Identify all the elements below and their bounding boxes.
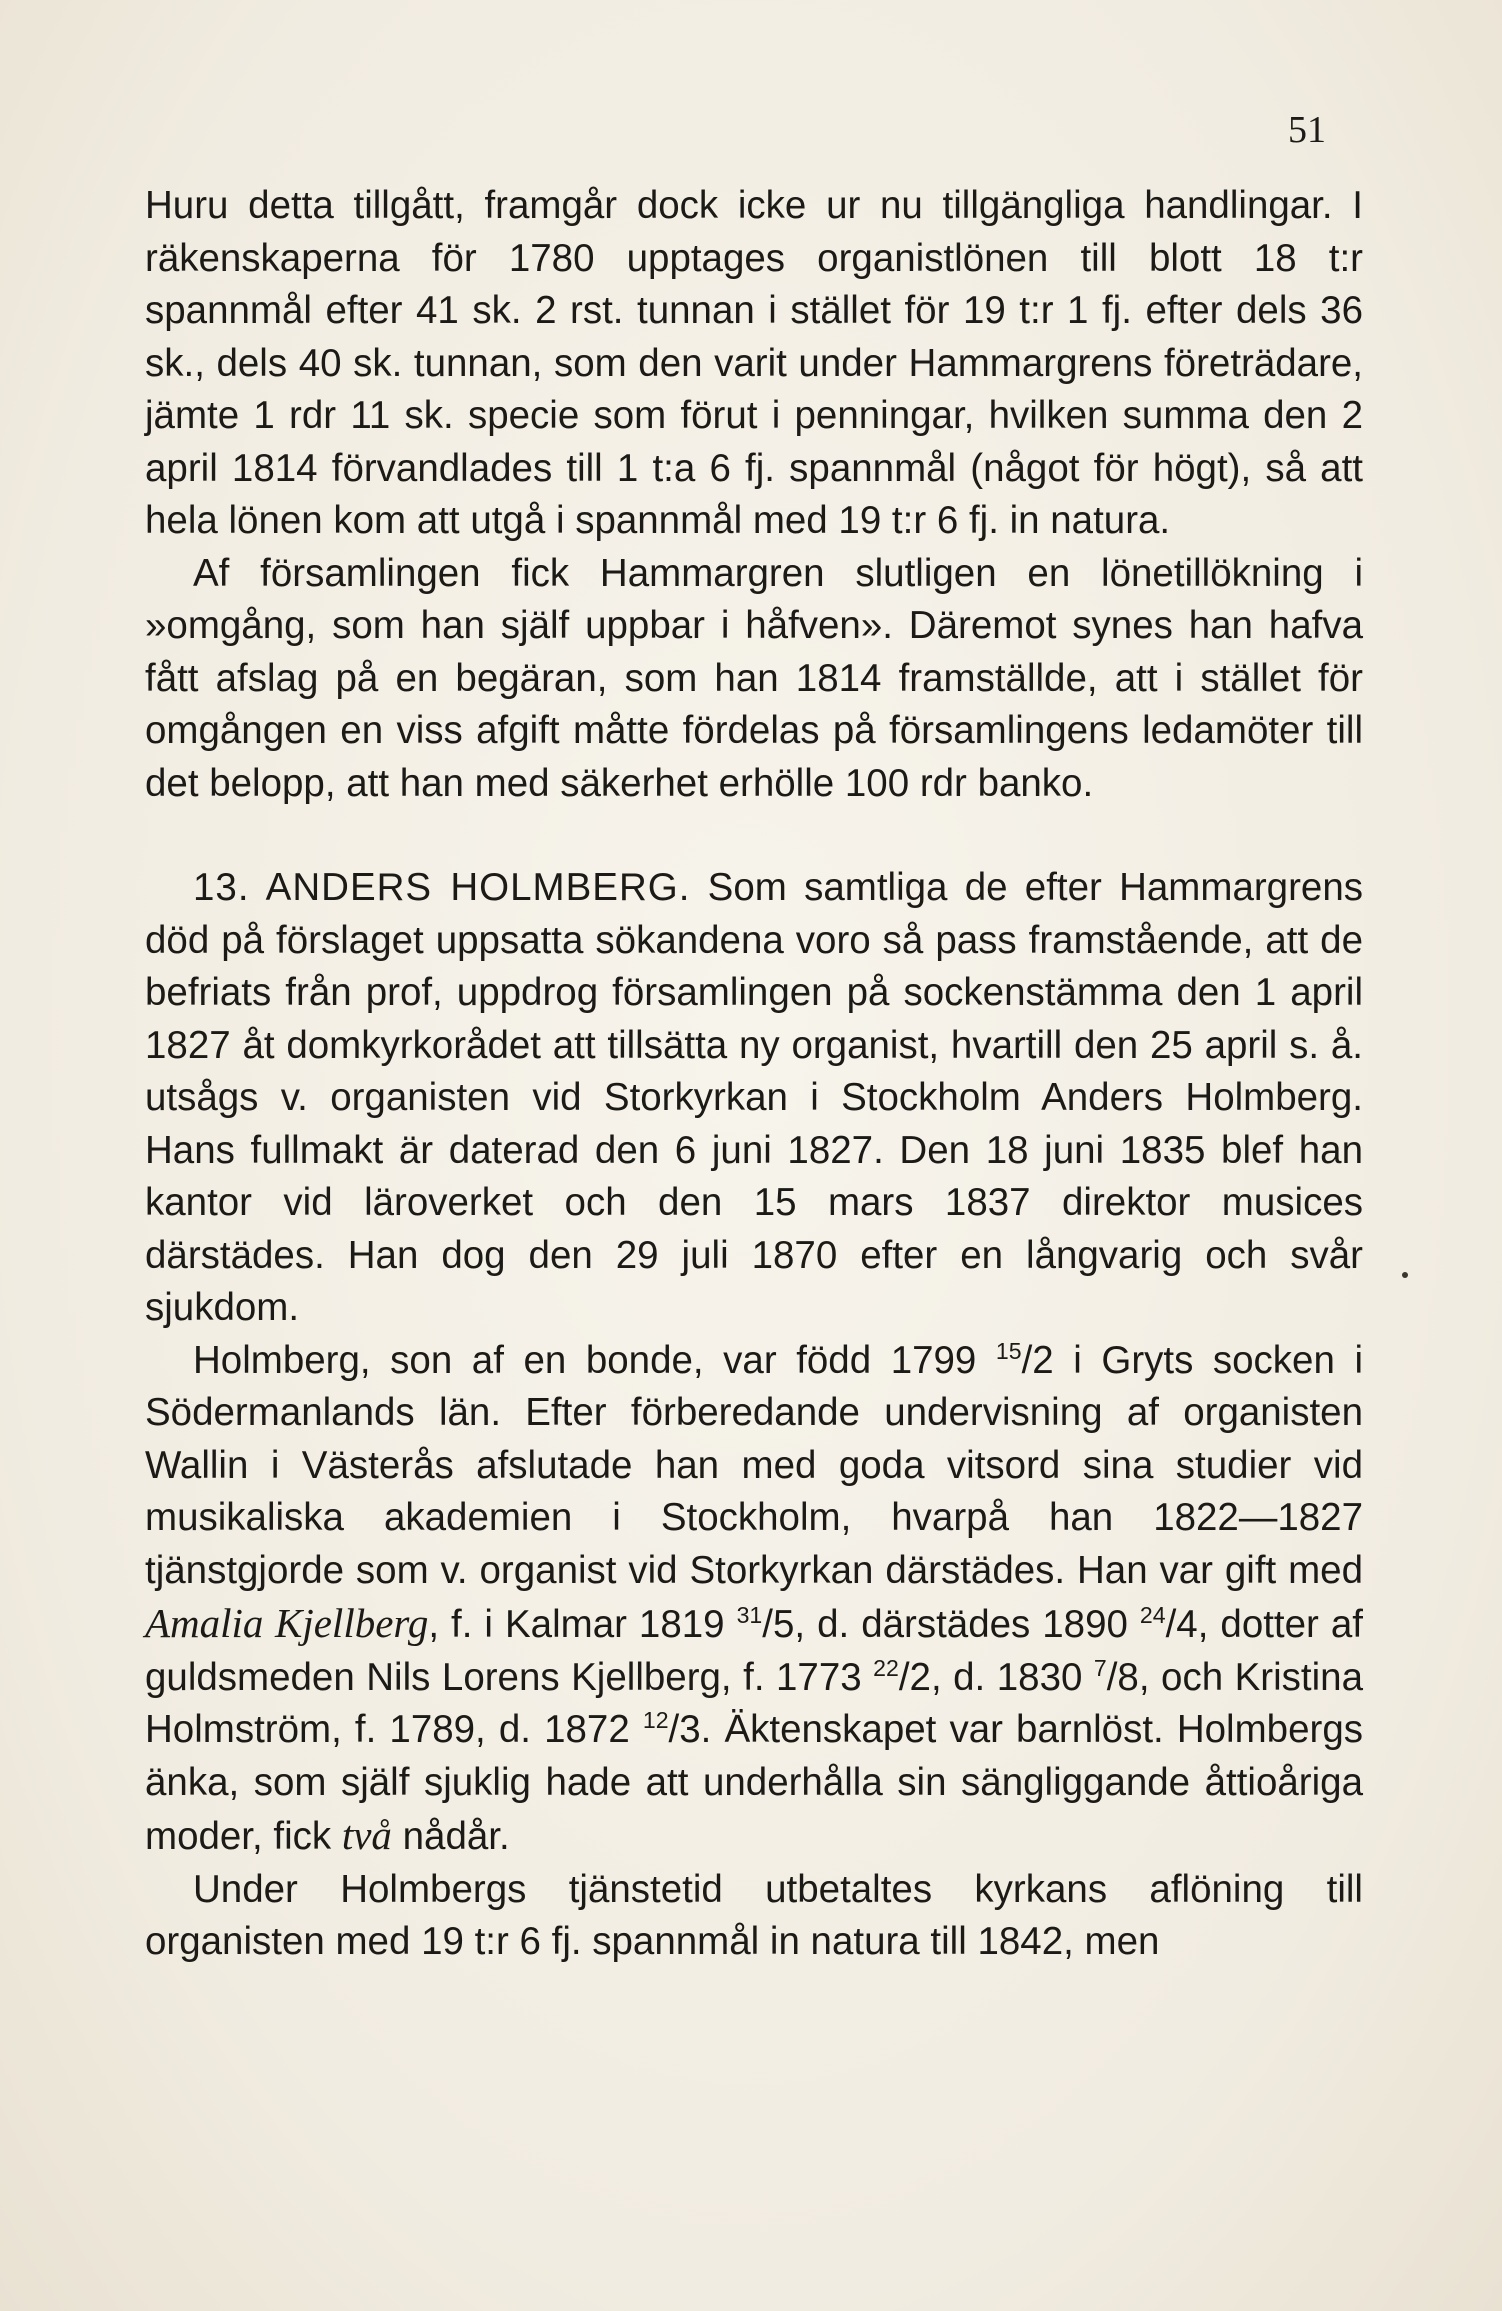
superscript-4: 22 [873, 1654, 899, 1681]
superscript-6: 12 [642, 1707, 669, 1734]
paragraph-4-text-6: /2, d. 1830 [898, 1655, 1094, 1699]
paragraph-3 [145, 862, 1363, 1335]
italic-word: två [341, 1812, 392, 1858]
paragraph-5-text: Under Holmbergs tjänstetid utbetaltes kyrkans aflöning till organisten med 19 t:r 6 fj. spannmål in natura till 1842, men [145, 1867, 1363, 1963]
section-heading: 13. ANDERS HOLMBERG. [193, 866, 691, 909]
paragraph-1-text: Huru detta tillgått, framgår dock icke ur nu tillgängliga handlingar. I räkenskaperna för 1780 upptages organistlönen till blott 18 t:r spannmål efter 41 sk. 2 rst. tunnan i stället för 19 t:r 1 fj. efter dels 36 sk., dels 40 sk. tunnan, som den varit under Hammargrens företrädare, jämte 1 rdr 11 sk. specie som förut i penningar, hvilken summa den 2 april 1814 förvandlades till 1 t:a 6 fj. spannmål (något för högt), så att hela lönen kom att utgå i spannmål med 19 t:r 6 fj. in natura. [145, 184, 1363, 542]
paragraph-4-text-5: /4, dotter af guldsmeden Nils Lorens Kjellberg, f. 1773 [145, 1603, 1363, 1699]
paragraph-2-text: Af församlingen fick Hammargren slutligen en lönetillökning i »omgång, som han själf uppbar i håfven». Däremot synes han hafva fått afslag på en begäran, som han 1814 framställde, att i stället för omgången en viss afgift måtte fördelas på församlingens ledamöter till det belopp, att han med säkerhet erhölle 100 rdr banko. [145, 551, 1363, 805]
paragraph-4-text-8: /3. Äktenskapet var barnlöst. Holmbergs änka, som själf sjuklig hade att underhålla sin sängliggande åttioåriga moder, fick [145, 1708, 1363, 1858]
paragraph-1 [145, 180, 1363, 548]
paragraph-4-text-9: nådår. [391, 1815, 510, 1858]
paragraph-4-text-3: , f. i Kalmar 1819 [428, 1603, 737, 1646]
superscript-5: 7 [1093, 1654, 1107, 1681]
paragraph-5 [145, 1864, 1363, 1969]
paragraph-4-text-7: /8, och Kristina Holmström, f. 1789, d. 1872 [145, 1655, 1363, 1751]
paragraph-4-text-4: /5, d. därstädes 1890 [762, 1603, 1140, 1646]
paragraph-3-text: Som samtliga de efter Hammargrens död på förslaget uppsatta sökandena voro så pass framstående, att de befriats från prof, uppdrog församlingen på sockenstämma den 1 april 1827 åt domkyrkorådet att tillsätta ny organist, hvartill den 25 april s. å. utsågs v. organisten vid Storkyrkan i Stockholm Anders Holmberg. Hans fullmakt är daterad den 6 juni 1827. Den 18 juni 1835 blef han kantor vid läroverket och den 15 mars 1837 direktor musices därstädes. Han dog den 29 juli 1870 efter en långvarig och svår sjukdom. [145, 866, 1363, 1329]
superscript-1: 15 [995, 1337, 1022, 1364]
paragraph-4-text-1: Holmberg, son af en bonde, var född 1799 [193, 1338, 996, 1382]
paragraph-4-text-2: /2 i Gryts socken i Södermanlands län. Efter förberedande undervisning af organisten Wallin i Västerås afslutade han med goda vitsord sina studier vid musikaliska akademien i Stockholm, hvarpå han 1822—1827 tjänstgjorde som v. organist vid Storkyrkan därstädes. Han var gift med [145, 1338, 1363, 1592]
paragraph-2 [145, 548, 1363, 811]
superscript-3: 24 [1139, 1602, 1166, 1629]
italic-name: Amalia Kjellberg [145, 1600, 429, 1646]
page-number: 51 [1288, 109, 1326, 151]
body-text [145, 180, 1363, 1969]
paragraph-4 [145, 1335, 1363, 1864]
superscript-2: 31 [736, 1602, 763, 1629]
margin-speck [1402, 1272, 1408, 1278]
